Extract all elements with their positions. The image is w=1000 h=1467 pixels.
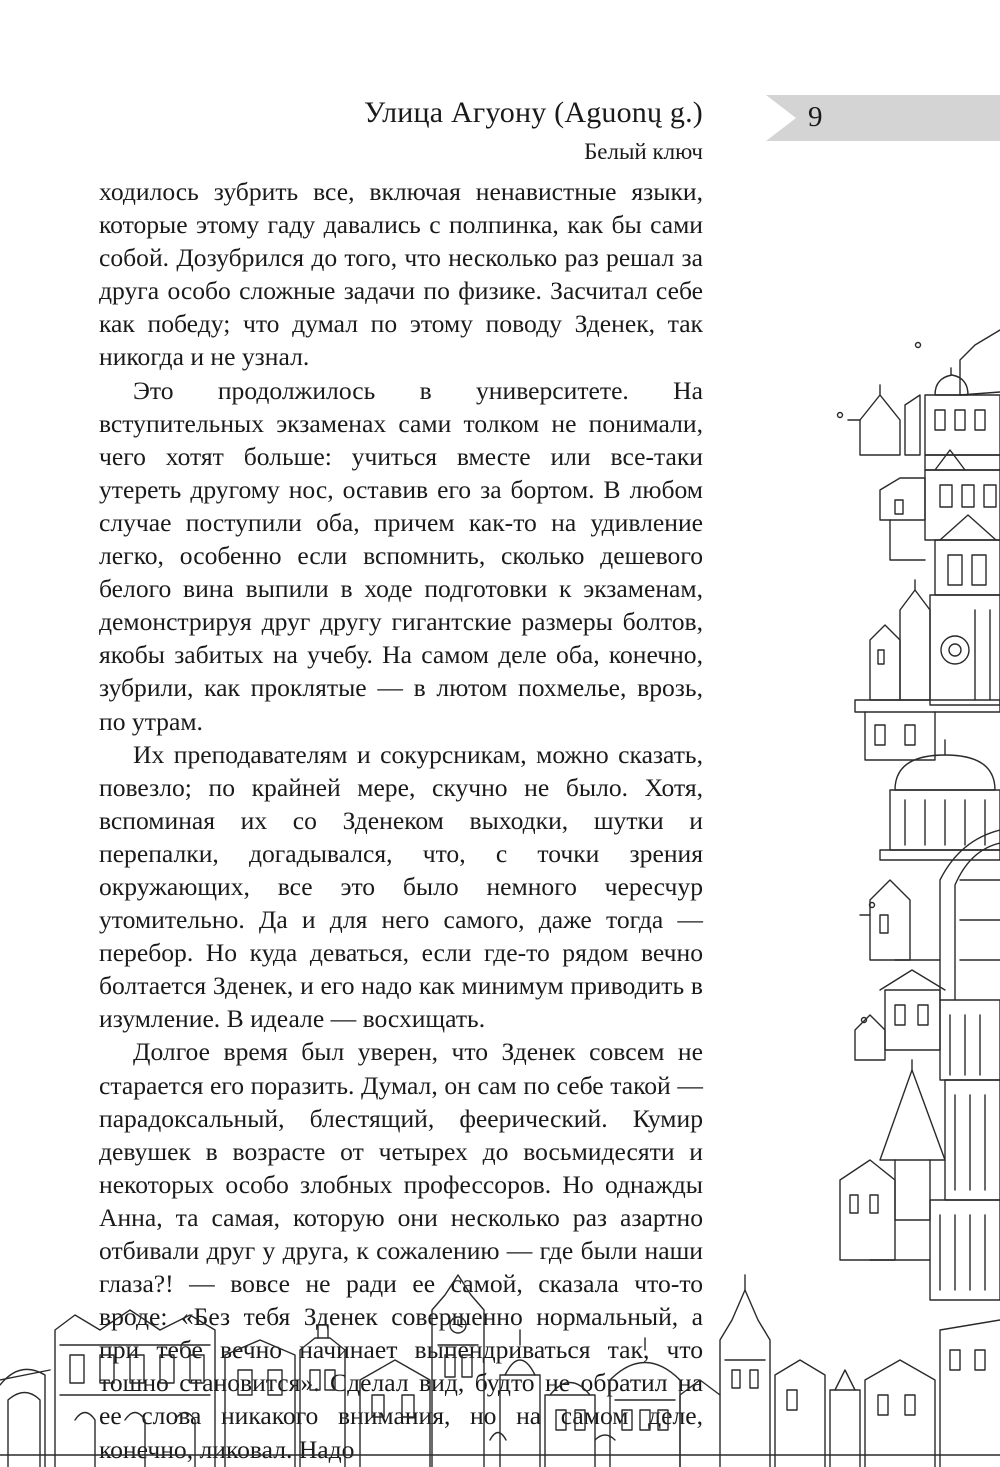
paragraph: Их преподавателям и сокурсникам, можно сказать, повезло; по крайней мере, скучно не было. Хотя, вспоминая их со Зденеком выходки, шутки и перепалки, догадывался, что, с точки зрения окружающих, все это было немного чересчур утомительно. Да и для него самого, даже тогда — перебор. Но куда деваться, если где-то рядом вечно болтается Зденек, и его надо как минимум приводить в изумление. В идеале — восхищать. [99,739,703,1034]
page-number: 9 [808,101,823,133]
paragraph: Долгое время был уверен, что Зденек совсем не старается его поразить. Думал, он сам по себе такой — парадоксальный, блестящий, феерический. Кумир девушек в возрасте от четырех до восьмидесяти и некоторых особо злобных профессоров. Но однажды Анна, та самая, которую они несколько раз азартно отбивали друг у друга, к сожалению — где были наши глаза?! — вовсе не ради ее самой, сказала что-то вроде: «Без тебя Зденек совершенно нормальный, а при тебе вечно начинает выпендриваться так, что тошно становится». Сделал вид, будто не обратил на ее слова никакого внимания, но на самом деле, конечно, ликовал. Надо [99,1037,703,1464]
paragraph: ходилось зубрить все, включая ненавистные языки, которые этому гаду давались с полпинка, как бы сами собой. Дозубрился до того, что несколько раз решал за друга особо сложные задачи по физике. Засчитал себе как победу; что думал по этому поводу Зденек, так никогда и не узнал. [99,177,703,372]
running-head-subtitle: Белый ключ [584,139,703,164]
right-building-tower [838,330,1000,1300]
running-head-title: Улица Агуону (Aguonų g.) [364,96,703,129]
bottom-skyline [0,1275,1000,1467]
paragraph: Это продолжилось в университете. На вступительных экзаменах сами толком не понимали, чего хотят больше: учиться вместе или все-таки утереть другому нос, оставив его за бортом. В любом случае поступили оба, причем как-то на удивление легко, особенно если вспомнить, сколько дешевого белого вина выпили в ходе подготовки к экзаменам, демонстрируя друг другу гигантские размеры болтов, якобы забитых на учебу. На самом деле оба, конечно, зубрили, как проклятые — в лютом похмелье, врозь, по утрам. [99,375,703,736]
